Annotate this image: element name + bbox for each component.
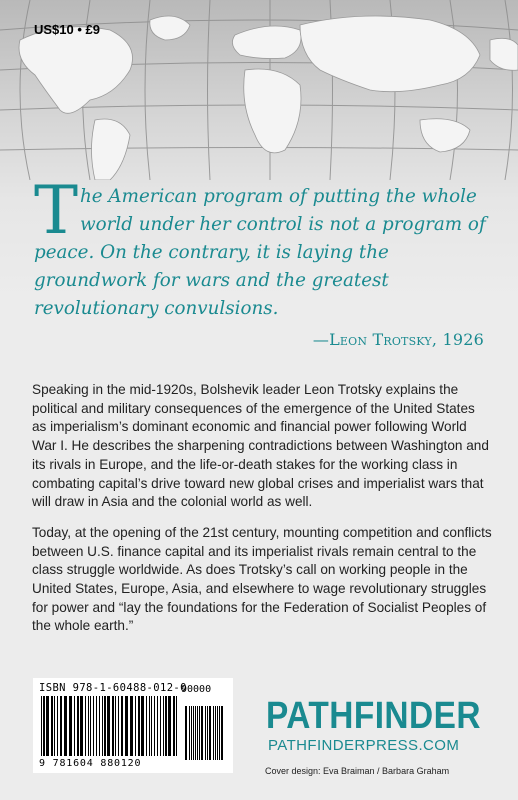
barcode-digits xyxy=(39,758,141,769)
publisher-website: PATHFINDERPRESS.COM xyxy=(268,737,460,754)
publisher-logo: PATHFINDER xyxy=(266,695,481,737)
barcode-addon-digits: 90000 xyxy=(181,684,212,695)
attribution-year: , 1926 xyxy=(431,330,484,349)
pull-quote xyxy=(34,172,494,323)
quote-dropcap: T xyxy=(34,172,79,249)
isbn-number: ISBN 978-1-60488-012-0 xyxy=(39,682,187,694)
description-paragraph-1: Speaking in the mid-1920s, Bolshevik leader Leon Trotsky explains the political and military consequences of the emergence of the United States as imperialism’s dominant economic and financial power following World War I. He describes the sharpening contradictions between Washington and its rivals in Europe, and the life-or-death stakes for the working class in combating capital’s drive toward new global crises and imperialist wars that will draw in Asia and the colonial world as well. xyxy=(32,382,489,510)
cover-design-credit: Cover design: Eva Braiman / Barbara Graham xyxy=(265,766,450,776)
barcode-bars xyxy=(39,696,227,760)
price-label: US$10 • £9 xyxy=(34,22,100,37)
quote-text: he American program of putting the whole world under her control is not a program of peace. On the contrary, it is laying the groundwork for wars and the greatest revolutionary convulsions. xyxy=(34,186,486,319)
attribution-dash: — xyxy=(312,330,330,349)
description-paragraph-2: Today, at the opening of the 21st century, mounting competition and conflicts between U.S. finance capital and its imperialist rivals remain central to the class struggle worldwide. As does Trotsky’s call on working people in the United States, Europe, Asia, and elsewhere to wage revolutionary struggles for power and “lay the foundations for the Federation of Socialist Peoples of the whole earth.” xyxy=(32,524,492,634)
quote-attribution xyxy=(313,330,484,349)
barcode-ean-digits: 9 781604 880120 xyxy=(39,758,142,769)
isbn-barcode xyxy=(33,678,233,773)
book-description xyxy=(32,381,492,648)
attribution-name: Leon Trotsky xyxy=(329,330,432,349)
